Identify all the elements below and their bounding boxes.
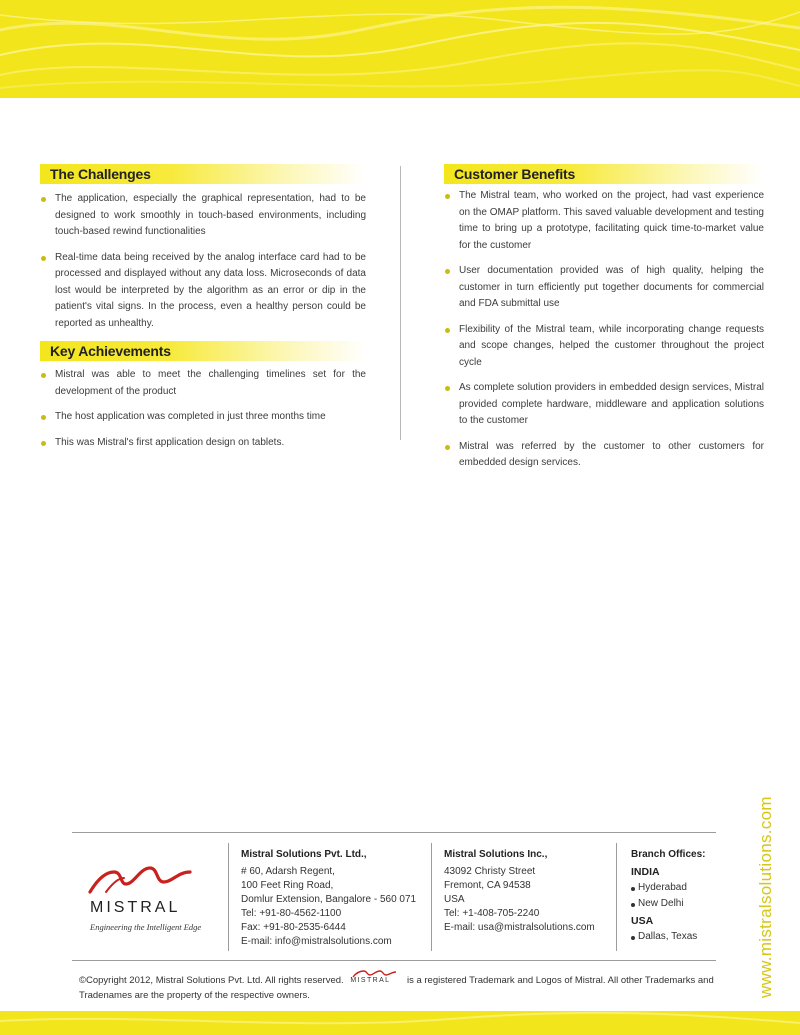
left-column — [40, 164, 366, 451]
office-name: Mistral Solutions Pvt. Ltd., — [241, 849, 367, 860]
address-line: 100 Feet Ring Road, — [241, 880, 334, 891]
column-divider — [400, 166, 401, 440]
mistral-small-logo — [350, 972, 400, 986]
list-item: Mistral was referred by the customer to other customers for embedded design services. — [444, 439, 764, 472]
customer-benefits-heading: Customer Benefits — [444, 164, 764, 184]
address-line: Fremont, CA 94538 — [444, 880, 531, 891]
bullet-icon — [445, 328, 450, 333]
logo-tagline: Engineering the Intelligent Edge — [90, 922, 202, 932]
bullet-icon — [41, 256, 46, 261]
achievements-list — [40, 367, 366, 451]
country-label: USA — [631, 915, 654, 927]
footer-separator — [616, 843, 617, 951]
challenges-heading: The Challenges — [40, 164, 366, 184]
bullet-icon — [445, 445, 450, 450]
copyright-notice — [79, 972, 724, 1003]
copyright-text: ©Copyright 2012, Mistral Solutions Pvt. Ltd. All rights reserved. — [79, 975, 344, 986]
address-line: 43092 Christy Street — [444, 866, 536, 877]
list-item: The host application was completed in just three months time — [40, 409, 366, 426]
address-line: # 60, Adarsh Regent, — [241, 866, 335, 877]
branch-offices — [631, 848, 721, 944]
website-link[interactable]: www.mistralsolutions.com — [756, 796, 775, 998]
bottom-wave-banner — [0, 1011, 800, 1035]
list-item: Mistral was able to meet the challenging timelines set for the development of the product — [40, 367, 366, 400]
footer-separator — [431, 843, 432, 951]
us-office-address — [444, 848, 614, 935]
mistral-swoosh-icon — [86, 862, 216, 898]
email-link[interactable]: E-mail: info@mistralsolutions.com — [241, 936, 392, 947]
fax-line: Fax: +91-80-2535-6444 — [241, 922, 346, 933]
challenges-list — [40, 191, 366, 332]
bullet-icon — [445, 194, 450, 199]
email-link[interactable]: E-mail: usa@mistralsolutions.com — [444, 922, 595, 933]
phone-line: Tel: +1-408-705-2240 — [444, 908, 540, 919]
list-item: Flexibility of the Mistral team, while incorporating change requests and scope changes, helped the customer throughout the project cycle — [444, 322, 764, 372]
bullet-icon — [41, 197, 46, 202]
footer-separator — [228, 843, 229, 951]
footer-bottom-rule — [72, 960, 716, 961]
bullet-icon — [41, 441, 46, 446]
list-item: The application, especially the graphical representation, had to be designed to work smoothly in touch-based environments, including touch-based rewind functionalities — [40, 191, 366, 241]
bullet-icon — [445, 269, 450, 274]
country-label: INDIA — [631, 866, 660, 878]
address-line: Domlur Extension, Bangalore - 560 071 — [241, 894, 417, 905]
address-line: USA — [444, 894, 465, 905]
office-name: Mistral Solutions Inc., — [444, 849, 548, 860]
list-item: This was Mistral's first application design on tablets. — [40, 435, 366, 452]
bullet-icon — [41, 373, 46, 378]
top-wave-banner — [0, 0, 800, 98]
logo-wordmark: MISTRAL — [90, 899, 181, 916]
phone-line: Tel: +91-80-4562-1100 — [241, 908, 342, 919]
key-achievements-heading: Key Achievements — [40, 341, 366, 361]
right-column — [444, 164, 764, 472]
branch-city: New Delhi — [631, 897, 721, 911]
benefits-list — [444, 188, 764, 472]
branch-city: Dallas, Texas — [631, 930, 721, 944]
list-item: The Mistral team, who worked on the project, had vast experience on the OMAP platform. This saved valuable development and testing time to bring up a prototype, facilitating quick time-to-market value for the customer — [444, 188, 764, 254]
trademark-text: is a registered Trademark and Logos of Mistral. All other Trademarks and Tradenames are the property of the respective owners. — [79, 975, 714, 1001]
india-office-address — [241, 848, 421, 949]
logo-wordmark: MISTRAL — [350, 977, 391, 984]
bullet-icon — [445, 386, 450, 391]
list-item: As complete solution providers in embedded design services, Mistral provided complete hardware, middleware and application solutions to the customer — [444, 380, 764, 430]
mistral-logo — [86, 862, 216, 934]
footer-top-rule — [72, 832, 716, 833]
branch-offices-title: Branch Offices: — [631, 849, 706, 860]
bullet-icon — [41, 415, 46, 420]
list-item: Real-time data being received by the analog interface card had to be processed and displayed without any data loss. Microseconds of data lost would be interpreted by the algorithm as an error or dip in the patient's vital signs. In the process, even a healthy person could be reported as unhealthy. — [40, 250, 366, 333]
branch-city: Hyderabad — [631, 881, 721, 895]
list-item: User documentation provided was of high quality, helping the customer in turn efficiently put together documents for commercial and FDA submittal use — [444, 263, 764, 313]
